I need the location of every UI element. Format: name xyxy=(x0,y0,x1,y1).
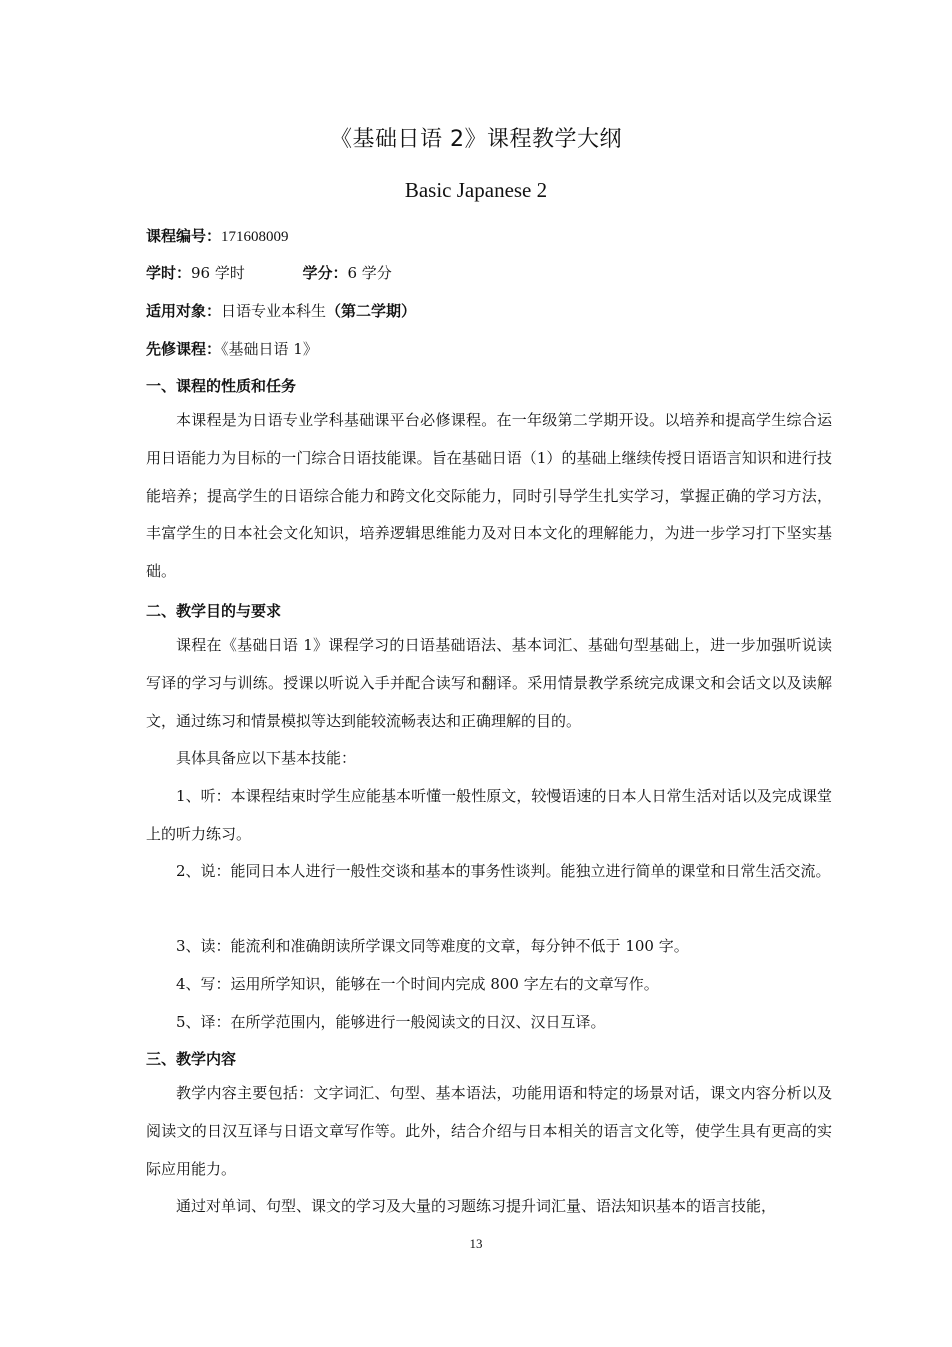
credits-value: 6 学分 xyxy=(347,264,392,282)
target-label: 适用对象： xyxy=(146,302,222,320)
section-3-heading: 三、教学内容 xyxy=(146,1050,237,1068)
target-line xyxy=(146,300,416,321)
section-2-paragraph-2: 具体具备应以下基本技能： xyxy=(176,749,357,767)
section-1-heading: 一、课程的性质和任务 xyxy=(146,377,297,395)
prereq-value: 《基础日语 1》 xyxy=(221,340,318,358)
section-2-writing: 4、写：运用所学知识，能够在一个时间内完成 800 字左右的文章写作。 xyxy=(176,975,659,993)
section-1-paragraph: 本课程是为日语专业学科基础课平台必修课程。在一年级第二学期开设。以培养和提高学生综合运用日语能力为目标的一门综合日语技能课。旨在基础日语（1）的基础上继续传授日语语言知识和进行技能培养；提高学生的日语综合能力和跨文化交际能力，同时引导学生扎实学习，掌握正确的学习方法，丰富学生的日本社会文化知识，培养逻辑思维能力及对日本文化的理解能力，为进一步学习打下坚实基础。 xyxy=(146,411,832,581)
course-code-value: 171608009 xyxy=(221,229,289,245)
credits-label: 学分： xyxy=(302,264,348,282)
hours-credits-line xyxy=(146,262,392,283)
section-2-listening: 1、听：本课程结束时学生应能基本听懂一般性原文，较慢语速的日本人日常生活对话以及完成课堂上的听力练习。 xyxy=(146,787,832,843)
target-value: 日语专业本科生 xyxy=(221,302,327,320)
hours-label: 学时： xyxy=(146,264,192,282)
page-number: 13 xyxy=(469,1236,483,1251)
prereq-line xyxy=(146,338,318,359)
course-code-line xyxy=(146,225,289,246)
document-subtitle: Basic Japanese 2 xyxy=(404,178,548,202)
section-2-paragraph-1: 课程在《基础日语 1》课程学习的日语基础语法、基本词汇、基础句型基础上，进一步加强听说读写译的学习与训练。授课以听说入手并配合读写和翻译。采用情景教学系统完成课文和会话文以及读解文，通过练习和情景模拟等达到能较流畅表达和正确理解的目的。 xyxy=(146,636,832,730)
prereq-label: 先修课程： xyxy=(146,340,222,358)
section-2-heading: 二、教学目的与要求 xyxy=(146,602,282,620)
section-3-paragraph-2: 通过对单词、句型、课文的学习及大量的习题练习提升词汇量、语法知识基本的语言技能， xyxy=(176,1197,777,1215)
hours-value: 96 学时 xyxy=(191,264,245,282)
document-title: 《基础日语 2》课程教学大纲 xyxy=(330,127,622,152)
target-note: （第二学期） xyxy=(326,302,417,320)
course-code-label: 课程编号： xyxy=(146,227,222,245)
section-2-translation: 5、译：在所学范围内，能够进行一般阅读文的日汉、汉日互译。 xyxy=(176,1013,606,1031)
section-2-speaking: 2、说：能同日本人进行一般性交谈和基本的事务性谈判。能独立进行简单的课堂和日常生活交流。 xyxy=(176,862,831,880)
section-3-paragraph-1: 教学内容主要包括：文字词汇、句型、基本语法，功能用语和特定的场景对话，课文内容分析以及阅读文的日汉互译与日语文章写作等。此外，结合介绍与日本相关的语言文化等，使学生具有更高的实际应用能力。 xyxy=(146,1084,832,1178)
section-2-reading: 3、读：能流利和准确朗读所学课文同等难度的文章，每分钟不低于 100 字。 xyxy=(176,937,689,955)
